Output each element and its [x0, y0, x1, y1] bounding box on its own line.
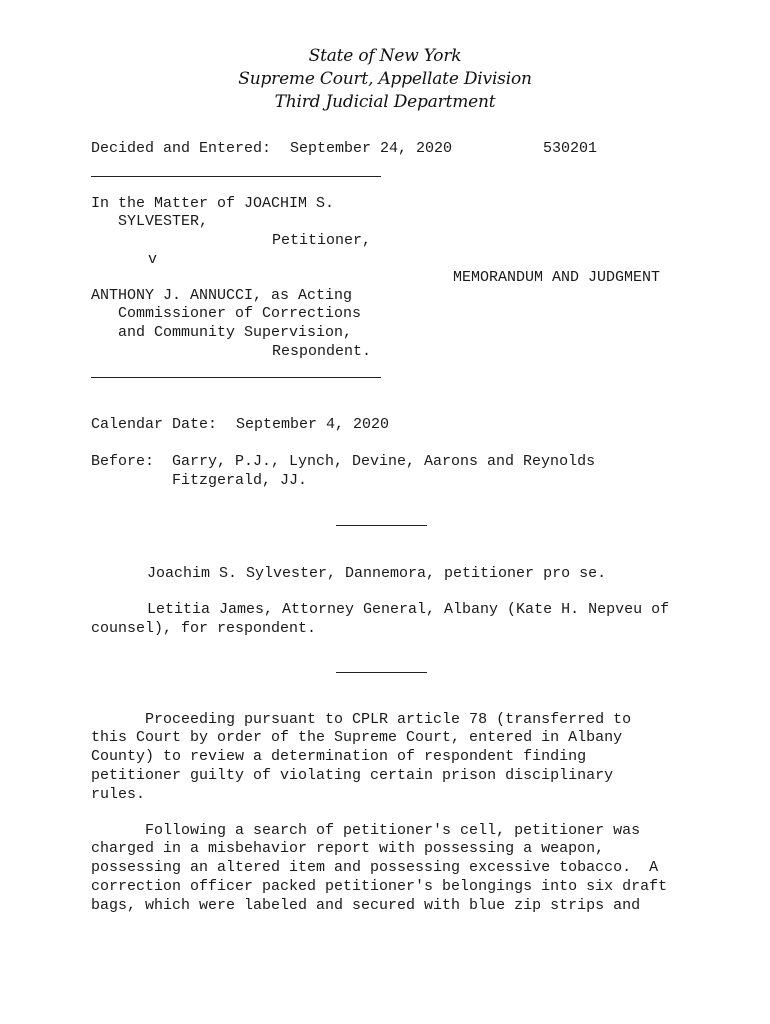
body-para2-line2: charged in a misbehavior report with possessing a weapon, [91, 840, 605, 857]
respondent-name-line2: Commissioner of Corrections [118, 305, 362, 322]
section-divider-1 [336, 525, 427, 526]
caption-bottom-rule [91, 377, 381, 378]
petitioner-role: Petitioner, [272, 232, 372, 249]
body-para1-line3: County) to review a determination of respondent finding [91, 748, 587, 765]
respondent-role: Respondent. [272, 343, 372, 360]
decided-label: Decided and Entered: [91, 140, 272, 157]
court-state: State of New York [308, 46, 462, 66]
panel-judges-line1: Garry, P.J., Lynch, Devine, Aarons and Reynolds [172, 453, 596, 470]
petitioner-name-line2: SYLVESTER, [118, 213, 209, 230]
caption-top-rule [91, 176, 381, 177]
body-para1-line2: this Court by order of the Supreme Court, entered in Albany [91, 729, 623, 746]
appearance-respondent-line1: Letitia James, Attorney General, Albany (Kate H. Nepveu of [147, 601, 670, 618]
panel-judges-line2: Fitzgerald, JJ. [172, 472, 308, 489]
calendar-date: September 4, 2020 [236, 416, 390, 433]
section-divider-2 [336, 672, 427, 673]
body-para1-line5: rules. [91, 786, 146, 803]
body-para1-line4: petitioner guilty of violating certain prison disciplinary [91, 767, 614, 784]
court-name: Supreme Court, Appellate Division [238, 69, 532, 89]
body-para2-line5: bags, which were labeled and secured with blue zip strips and [91, 897, 641, 914]
body-para2-line4: correction officer packed petitioner's belongings into six draft [91, 878, 668, 895]
panel-label: Before: [91, 453, 155, 470]
calendar-label: Calendar Date: [91, 416, 218, 433]
petitioner-name-line1: In the Matter of JOACHIM S. [91, 195, 335, 212]
docket-number: 530201 [543, 140, 598, 157]
body-para2-line1: Following a search of petitioner's cell, petitioner was [91, 822, 641, 839]
appearance-petitioner: Joachim S. Sylvester, Dannemora, petitioner pro se. [147, 565, 607, 582]
appearance-respondent-line2: counsel), for respondent. [91, 620, 317, 637]
decided-date: September 24, 2020 [290, 140, 453, 157]
respondent-name-line3: and Community Supervision, [118, 324, 353, 341]
body-para2-line3: possessing an altered item and possessing excessive tobacco. A [91, 859, 659, 876]
body-para1-line1: Proceeding pursuant to CPLR article 78 (transferred to [91, 711, 632, 728]
versus: v [148, 251, 158, 268]
document-type: MEMORANDUM AND JUDGMENT [453, 269, 661, 286]
respondent-name-line1: ANTHONY J. ANNUCCI, as Acting [91, 287, 353, 304]
court-department: Third Judicial Department [274, 92, 496, 112]
